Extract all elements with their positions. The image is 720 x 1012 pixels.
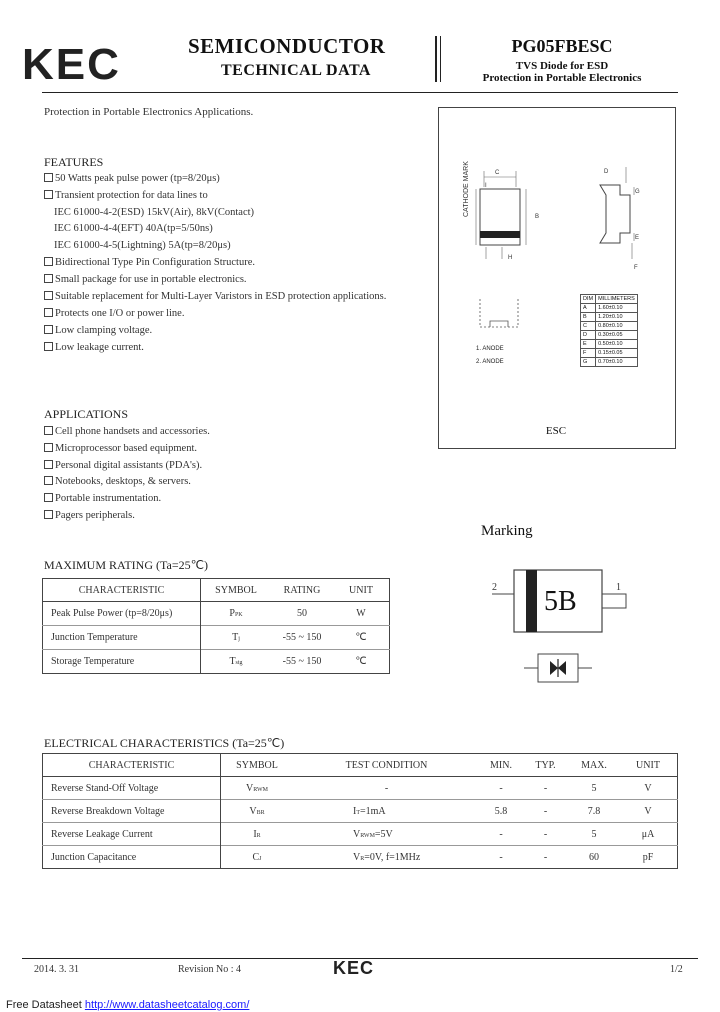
package-bottom-view	[480, 299, 518, 327]
dimension-table: DIM MILLIMETERS A 1.60±0.10 B 1.20±0.10 C 0.80±0.10 D 0.30±0.05 E 0.50±0.10 F 0.15±0.05 G 0.70±0.10	[580, 294, 638, 367]
svg-text:E: E	[635, 235, 640, 241]
footer-page-number: 1/2	[670, 964, 683, 975]
svg-text:I: I	[485, 183, 487, 189]
feature-item: Low leakage current.	[44, 342, 144, 353]
application-item: Cell phone handsets and accessories.	[44, 426, 210, 437]
table-row: Reverse Stand-Off Voltage VRWM - - - 5 V	[43, 777, 678, 800]
applications-title: APPLICATIONS	[44, 407, 129, 421]
header-divider	[435, 36, 437, 82]
footer-link-line	[6, 999, 249, 1011]
cathode-band	[480, 231, 520, 238]
marking-pin-right: 1	[616, 582, 621, 593]
svg-text:B: B	[535, 214, 540, 220]
kec-logo: KEC	[22, 40, 121, 89]
marking-pin-left: 2	[492, 582, 497, 593]
svg-text:F: F	[634, 265, 638, 271]
feature-item: Protects one I/O or power line.	[44, 308, 184, 319]
part-number: PG05FBESC	[511, 36, 613, 56]
header-semiconductor: SEMICONDUCTOR	[188, 34, 386, 58]
header-divider-thin	[440, 36, 441, 82]
package-side-view	[600, 185, 630, 243]
footer-revision: Revision No : 4	[178, 964, 242, 975]
footer-link-prefix: Free Datasheet	[6, 999, 82, 1011]
pin1-label: 1. ANODE	[476, 346, 504, 352]
svg-text:C: C	[495, 170, 500, 176]
feature-item: Low clamping voltage.	[44, 325, 152, 336]
max-rating-title: MAXIMUM RATING (Ta=25℃)	[44, 558, 209, 572]
pin2-label: 2. ANODE	[476, 359, 504, 365]
svg-text:H: H	[508, 255, 513, 261]
table-header-row: CHARACTERISTIC SYMBOL TEST CONDITION MIN. TYP. MAX. UNIT	[43, 754, 678, 777]
max-rating-table	[42, 578, 390, 674]
footer-date: 2014. 3. 31	[34, 964, 79, 975]
marking-drawing	[488, 566, 638, 696]
part-subtitle-1: TVS Diode for ESD	[515, 60, 609, 72]
svg-text:D: D	[604, 169, 609, 175]
feature-subitem: IEC 61000-4-4(EFT) 40A(tp=5/50ns)	[54, 223, 213, 234]
part-subtitle-2: Protection in Portable Electronics	[482, 72, 642, 84]
datasheet-catalog-link[interactable]: http://www.datasheetcatalog.com/	[84, 999, 250, 1011]
feature-item: 50 Watts peak pulse power (tp=8/20μs)	[44, 173, 220, 184]
table-row: Junction Capacitance CJ VR=0V, f=1MHz - - 60 pF	[43, 846, 678, 869]
package-drawing	[438, 107, 674, 427]
table-row: Peak Pulse Power (tp=8/20μs) PPK 50 W	[43, 602, 390, 626]
svg-text:G: G	[635, 189, 640, 195]
marking-cathode-band	[526, 570, 537, 632]
elec-table	[42, 753, 678, 869]
table-row: Reverse Breakdown Voltage VBR IT=1mA 5.8 - 7.8 V	[43, 800, 678, 823]
feature-subitem: IEC 61000-4-5(Lightning) 5A(tp=8/20μs)	[54, 240, 231, 251]
package-name: ESC	[545, 425, 567, 437]
marking-title: Marking	[481, 523, 533, 539]
cathode-mark-label: CATHODE MARK	[463, 161, 470, 217]
application-item: Portable instrumentation.	[44, 493, 161, 504]
marking-code: 5B	[544, 586, 577, 617]
application-item: Personal digital assistants (PDA's).	[44, 460, 202, 471]
application-item: Pagers peripherals.	[44, 510, 135, 521]
feature-item: Small package for use in portable electronics.	[44, 274, 247, 285]
application-item: Microprocessor based equipment.	[44, 443, 197, 454]
intro-text: Protection in Portable Electronics Applications.	[44, 106, 254, 118]
application-item: Notebooks, desktops, & servers.	[44, 476, 191, 487]
table-row: Reverse Leakage Current IR VRWM=5V - - 5 μA	[43, 823, 678, 846]
feature-item: Bidirectional Type Pin Configuration Structure.	[44, 257, 255, 268]
table-row: Storage Temperature Tstg -55 ~ 150 ℃	[43, 650, 390, 674]
elec-title: ELECTRICAL CHARACTERISTICS (Ta=25℃)	[44, 736, 285, 750]
table-header-row: CHARACTERISTIC SYMBOL RATING UNIT	[43, 579, 390, 602]
feature-item: Transient protection for data lines to	[44, 190, 208, 201]
header-rule	[42, 92, 678, 93]
features-title: FEATURES	[44, 155, 104, 169]
table-row: Junction Temperature Tj -55 ~ 150 ℃	[43, 626, 390, 650]
header-technical-data: TECHNICAL DATA	[221, 62, 371, 79]
feature-subitem: IEC 61000-4-2(ESD) 15kV(Air), 8kV(Contact)	[54, 207, 255, 218]
feature-item: Suitable replacement for Multi-Layer Varistors in ESD protection applications.	[44, 291, 386, 302]
footer-kec-logo: KEC	[333, 958, 375, 978]
